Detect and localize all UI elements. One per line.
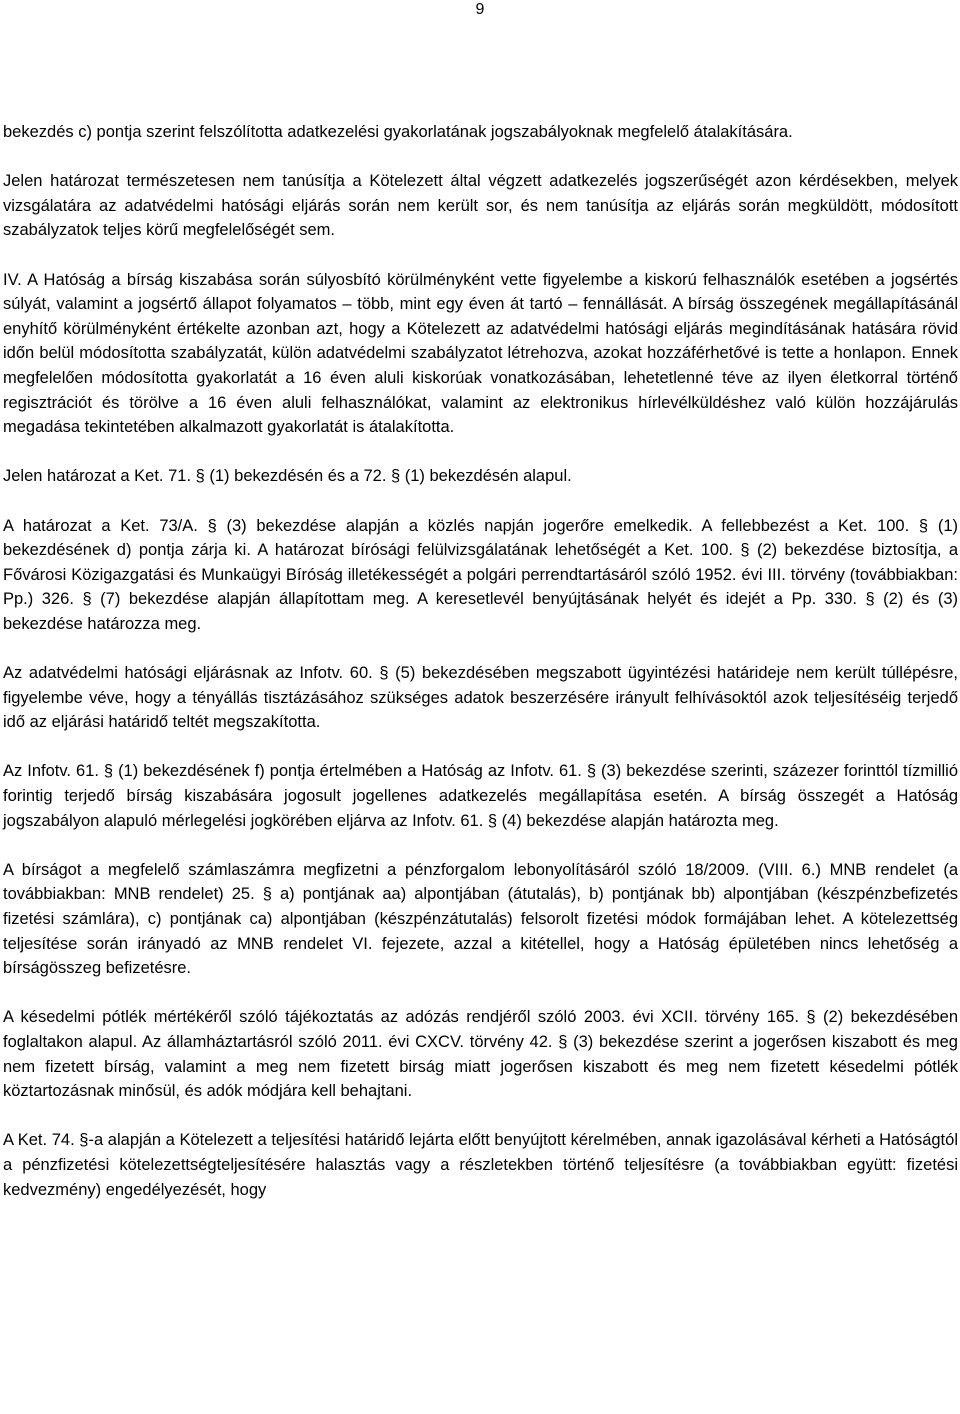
paragraph-deadline: Az adatvédelmi hatósági eljárásnak az Infotv. 60. § (5) bekezdésében megszabott ügyintézési határideje nem került túllépésre, figyelembe véve, hogy a tényállás tisztázásához szükséges adatok beszerzésére irányult felhívásoktól azok teljesítéséig terjedő idő az eljárási határidő teltét megszakította.: [3, 664, 958, 732]
paragraph-scope: Jelen határozat természetesen nem tanúsítja a Kötelezett által végzett adatkezelés jogszerűségét azon kérdésekben, melyek vizsgálatára az adatvédelmi hatósági eljárás során nem került sor, és nem tanúsítja az eljárás során megküldött, módosított szabályzatok teljes körű megfelelőségét sem.: [3, 172, 958, 240]
paragraph-fine-authority: Az Infotv. 61. § (1) bekezdésének f) pontja értelmében a Hatóság az Infotv. 61. § (3) bekezdése szerinti, százezer forinttól tízmillió forintig terjedő bírság kiszabására jogosult jogellenes adatkezelés megállapítása esetén. A bírság összegét a Hatóság jogszabályon alapuló mérlegelési jogkörében eljárva az Infotv. 61. § (4) bekezdése alapján határozta meg.: [3, 762, 958, 830]
paragraph-continuation: bekezdés c) pontja szerint felszólította adatkezelési gyakorlatának jogszabályoknak megfelelő átalakítására.: [3, 123, 793, 141]
document-body: [3, 120, 958, 1202]
paragraph-late-fee: A késedelmi pótlék mértékéről szóló tájékoztatás az adózás rendjéről szóló 2003. évi XCII. törvény 165. § (2) bekezdésében foglaltakon alapul. Az államháztartásról szóló 2011. évi CXCV. törvény 42. § (3) bekezdése szerint a jogerősen kiszabott és meg nem fizetett bírság, valamint a meg nem fizetett birság miatt jogerősen kiszabott és meg nem fizetett késedelmi pótlék köztartozásnak minősül, és adók módjára kell behajtani.: [3, 1008, 958, 1101]
paragraph-finality-review: A határozat a Ket. 73/A. § (3) bekezdése alapján a közlés napján jogerőre emelkedik. A fellebbezést a Ket. 100. § (1) bekezdésének d) pontja zárja ki. A határozat bírósági felülvizsgálatának lehetőségét a Ket. 100. § (2) bekezdése biztosítja, a Fővárosi Közigazgatási és Munkaügyi Bíróság illetékességét a polgári perrendtartásáról szóló 1952. évi III. törvény (továbbiakban: Pp.) 326. § (7) bekezdése alapján állapítottam meg. A keresetlevél benyújtásának helyét és idejét a Pp. 330. § (2) és (3) bekezdése határozza meg.: [3, 516, 958, 633]
paragraph-legal-basis: Jelen határozat a Ket. 71. § (1) bekezdésén és a 72. § (1) bekezdésén alapul.: [3, 467, 572, 486]
paragraph-payment-methods: A bírságot a megfelelő számlaszámra megfizetni a pénzforgalom lebonyolításáról szóló 18/2009. (VIII. 6.) MNB rendelet (a továbbiakban: MNB rendelet) 25. § a) pontjának aa) alpontjában (átutalás), b) pontjának bb) alpontjában (készpénzbefizetés fizetési számlára), c) pontjának ca) alpontjában (készpénzátutalás) felsorolt fizetési módok formájában lehet. A kötelezettség teljesítése során irányadó az MNB rendelet VI. fejezete, azzal a kitétellel, hogy a Hatóság épületében nincs lehetőség a bírságösszeg befizetésre.: [3, 860, 958, 978]
page-number: 9: [475, 1, 485, 18]
paragraph-fine-factors: IV. A Hatóság a bírság kiszabása során súlyosbító körülményként vette figyelembe a kiskorú felhasználók esetében a jogsértés súlyát, valamint a jogsértő állapot folyamatos – több, mint egy éven át tartó – fennállását. A bírság összegének megállapításánál enyhítő körülményként értékelte azonban azt, hogy a Kötelezett az adatvédelmi hatósági eljárás megindításának hatására rövid időn belül módosította szabályzatát, külön adatvédelmi szabályzatot létrehozva, azokat hozzáférhetővé is tette a honlapon. Ennek megfelelően módosította gyakorlatát a 16 éven aluli kiskorúak vonatkozásában, lehetetlenné téve az ilyen életkorral történő regisztrációt és törölve a 16 éven aluli felhasználókat, valamint az elektronikus hírlevélküldéshez való külön hozzájárulás megadása tekintetében alkalmazott gyakorlatát is átalakította.: [3, 270, 958, 437]
paragraph-payment-relief: A Ket. 74. §-a alapján a Kötelezett a teljesítési határidő lejárta előtt benyújtott kérelmében, annak igazolásával kérheti a Hatóságtól a pénzfizetési kötelezettségteljesítésére halasztás vagy a részletekben történő teljesítésre (a továbbiakban együtt: fizetési kedvezmény) engedélyezését, hogy: [3, 1131, 958, 1199]
